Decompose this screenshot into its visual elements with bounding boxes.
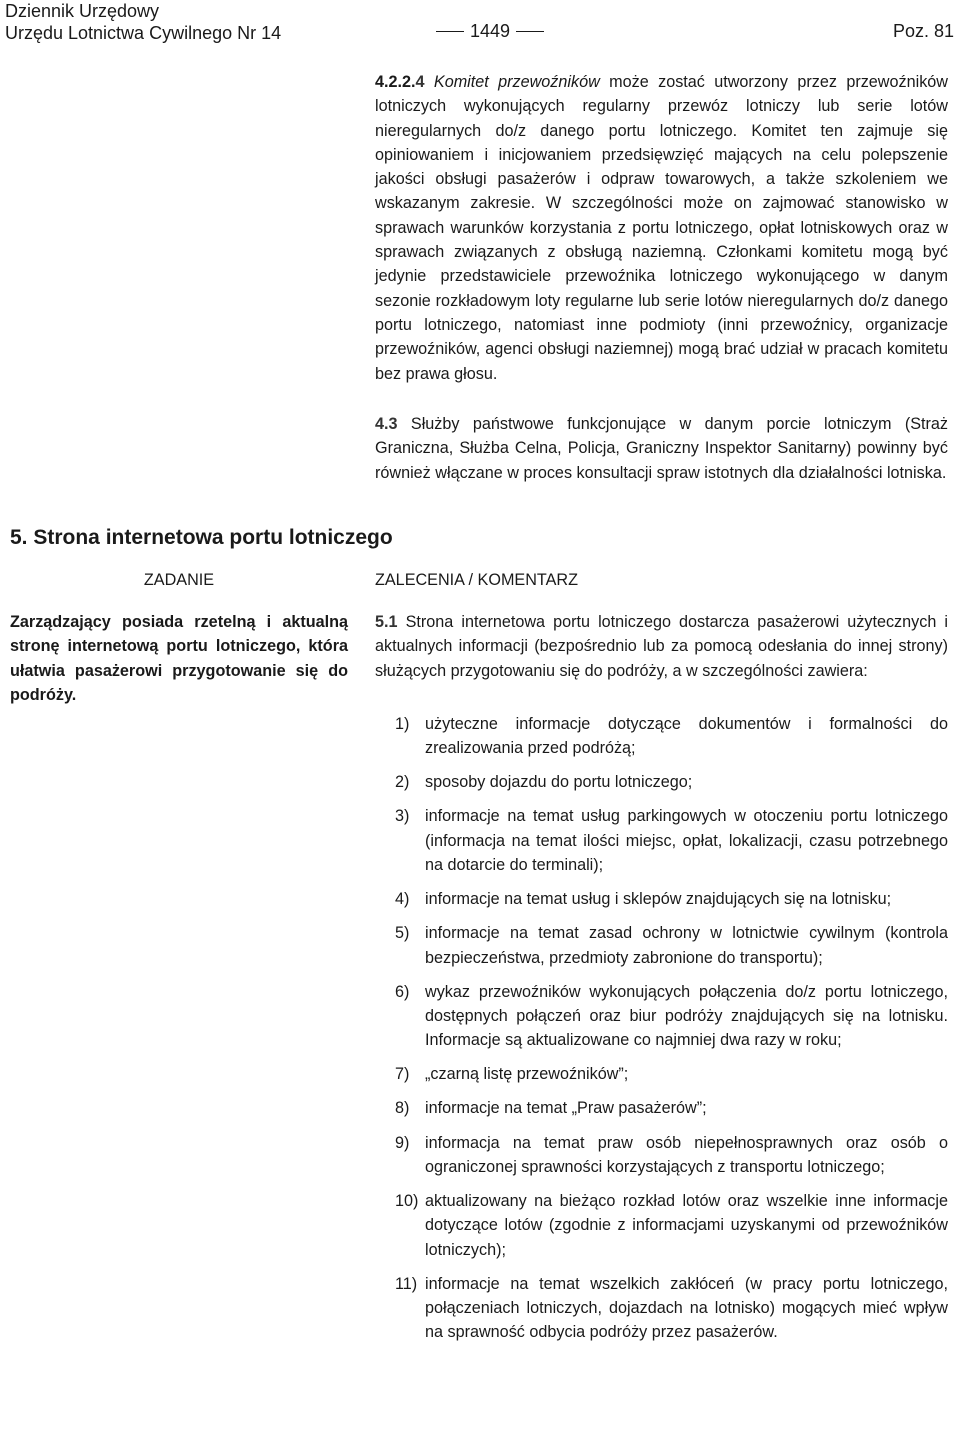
list-item-text: informacje na temat usług parkingowych w otoczeniu portu lotniczego (informacja na temat ilości miejsc, opłat, lokalizacji, czasu potrzebnego na dotarcie do terminali); bbox=[425, 807, 948, 875]
list-item-number: 9) bbox=[395, 1133, 410, 1152]
list-item-number: 6) bbox=[395, 982, 410, 1001]
paragraph-number: 5.1 bbox=[375, 613, 398, 631]
paragraph-5-1 bbox=[375, 610, 948, 683]
list-item bbox=[395, 980, 948, 1053]
task-text: Zarządzający posiada rzetelną i aktualną stronę internetową portu lotniczego, która ułatwia pasażerowi przygotowanie się do podróży. bbox=[10, 613, 348, 704]
recommendations-list bbox=[395, 712, 948, 1354]
list-item-text: informacje na temat usług i sklepów znajdujących się na lotnisku; bbox=[425, 890, 892, 909]
list-item bbox=[395, 887, 948, 911]
page-number bbox=[430, 20, 550, 42]
paragraph-text: może zostać utworzony przez przewoźników lotniczych wykonujących regularny przewóz lotniczy lub serie lotów nieregularnych do/z danego portu lotniczego. Komitet ten zajmuje się opiniowaniem i inicjowaniem przedsięwzięć mających na celu polepszenie jakości obsługi pasażerów i odpraw towarowych, a także szkoleniem we wskazanym zakresie. W szczególności może on zajmować stanowisko w sprawach warunków korzystania z portu lotniczego, opłat lotniskowych oraz w sprawach związanych z obsługą naziemną. Członkami komitetu mogą być jedynie przedstawiciele przewoźnika lotniczego wykonującego w danym sezonie rozkładowym loty regularne lub serie lotów nieregularnych do/z danego portu lotniczego, natomiast inne podmioty (inni przewoźnicy, organizacje przewoźników, agenci obsługi naziemnej) mogą brać udział w pracach komitetu bez prawa głosu. bbox=[375, 73, 948, 383]
recommendations-heading: ZALECENIA / KOMENTARZ bbox=[375, 571, 578, 589]
task-heading: ZADANIE bbox=[143, 571, 215, 589]
list-item-text: informacje na temat „Praw pasażerów”; bbox=[425, 1099, 707, 1118]
list-item bbox=[395, 804, 948, 877]
page-number-dash-left bbox=[436, 31, 464, 32]
list-item-number: 2) bbox=[395, 773, 410, 792]
paragraph-text: Służby państwowe funkcjonujące w danym porcie lotniczym (Straż Graniczna, Służba Celna, Policja, Graniczny Inspektor Sanitarny) powinny być również włączane w proces konsultacji spraw istotnych dla działalności lotniska. bbox=[375, 415, 949, 482]
list-item-text: użyteczne informacje dotyczące dokumentów i formalności do zrealizowania przed podróżą; bbox=[425, 715, 948, 758]
list-item-text: informacje na temat wszelkich zakłóceń (w pracy portu lotniczego, połączeniach lotniczych, dojazdach na lotnisko) mogących mieć wpływ na sprawność odbycia podróży przez pasażerów. bbox=[425, 1274, 948, 1342]
paragraph-4-3 bbox=[375, 412, 948, 485]
list-item bbox=[395, 1062, 948, 1086]
list-item bbox=[395, 1131, 948, 1180]
list-item bbox=[395, 1096, 948, 1120]
list-item-number: 11) bbox=[395, 1274, 418, 1293]
list-item bbox=[395, 1272, 948, 1345]
paragraph-text: Strona internetowa portu lotniczego dostarcza pasażerowi użytecznych i aktualnych informacji (bezpośrednio lub za pomocą odesłania do innej strony) służących przygotowaniu się do podróży, a w szczególności zawiera: bbox=[375, 613, 948, 680]
list-item-text: informacja na temat praw osób niepełnosprawnych oraz osób o ograniczonej sprawności korzystających z transportu lotniczego; bbox=[425, 1133, 948, 1176]
list-item-number: 8) bbox=[395, 1099, 410, 1118]
journal-title bbox=[5, 0, 281, 44]
section-title: 5. Strona internetowa portu lotniczego bbox=[10, 526, 393, 549]
list-item-number: 7) bbox=[395, 1065, 410, 1084]
journal-title-line2: Urzędu Lotnictwa Cywilnego Nr 14 bbox=[5, 23, 282, 43]
page-number-dash-right bbox=[516, 31, 544, 32]
list-item bbox=[395, 770, 948, 794]
paragraph-number: 4.2.2. bbox=[375, 73, 416, 91]
paragraph-number: 4.3 bbox=[375, 415, 398, 433]
list-item-text: wykaz przewoźników wykonujących połączenia do/z portu lotniczego, dostępnych połączeń oraz biur podróży znajdujących się na lotnisku. Informacje są aktualizowane co najmniej dwa razy w roku; bbox=[425, 982, 948, 1050]
journal-title-line1: Dziennik Urzędowy bbox=[5, 1, 160, 21]
paragraph-4-2-2 bbox=[375, 70, 948, 386]
list-item-text: sposoby dojazdu do portu lotniczego; bbox=[425, 773, 693, 792]
position-label: Poz. 81 bbox=[892, 21, 954, 41]
list-item-number: 1) bbox=[395, 715, 410, 733]
list-item-number: 3) bbox=[395, 807, 410, 826]
list-item bbox=[395, 1189, 948, 1262]
list-item-text: informacje na temat zasad ochrony w lotnictwie cywilnym (kontrola bezpieczeństwa, przedmioty zabronione do transportu); bbox=[425, 924, 948, 967]
list-item-number: 5) bbox=[395, 924, 410, 943]
list-item bbox=[395, 921, 948, 970]
list-item-text: aktualizowany na bieżąco rozkład lotów oraz wszelkie inne informacje dotyczące lotów (zgodnie z informacjami uzyskanymi od przewoźników lotniczych); bbox=[425, 1191, 948, 1259]
page-number-value: 1449 bbox=[470, 21, 511, 41]
list-item-text: „czarną listę przewoźników”; bbox=[425, 1065, 629, 1084]
list-item-number: 4) bbox=[395, 890, 410, 909]
paragraph-number-tail: 4 bbox=[415, 73, 425, 91]
paragraph-italic-lead: Komitet przewoźników bbox=[433, 73, 600, 91]
list-item-number: 10) bbox=[395, 1191, 419, 1210]
list-item bbox=[395, 712, 948, 761]
